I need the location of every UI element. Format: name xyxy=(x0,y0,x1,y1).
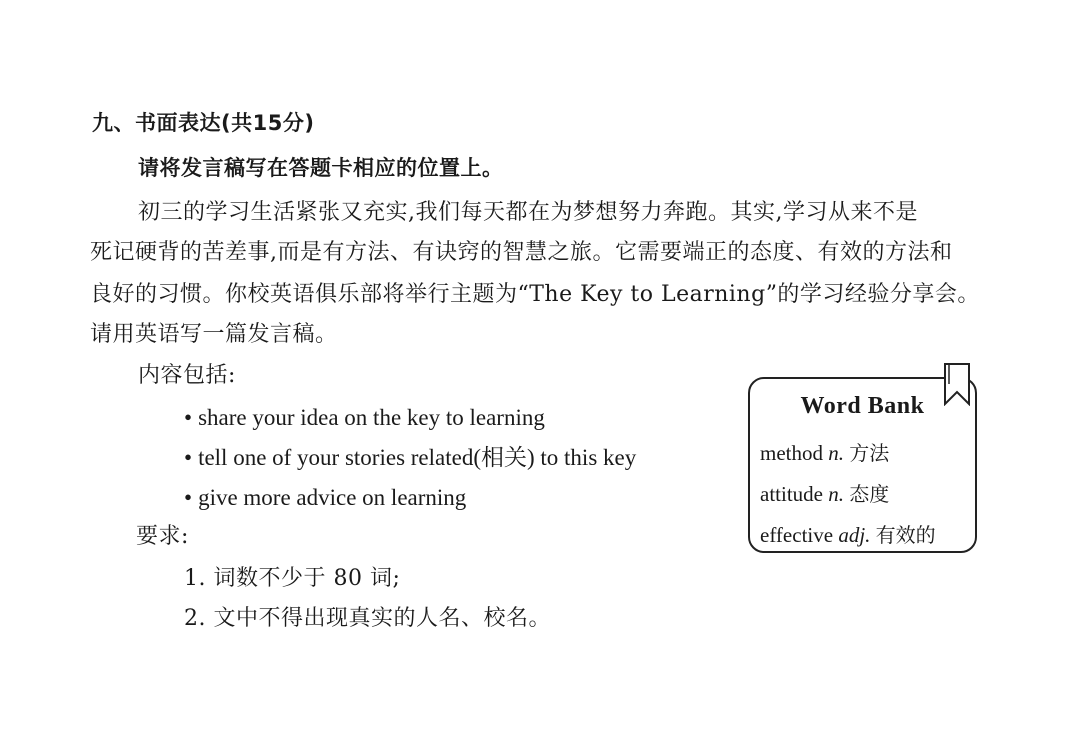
prompt-line-3: 良好的习惯。你校英语俱乐部将举行主题为“The Key to Learning”的学习经验分享会。 xyxy=(90,282,980,307)
section-title: 九、书面表达(共15分) xyxy=(92,111,315,135)
bullet-icon: • xyxy=(184,445,193,470)
word-bank-word: effective xyxy=(760,523,834,547)
content-item-text: share your idea on the key to learning xyxy=(198,405,545,430)
content-item xyxy=(184,403,545,433)
prompt-line-2: 死记硬背的苦差事,而是有方法、有诀窍的智慧之旅。它需要端正的态度、有效的方法和 xyxy=(90,240,953,265)
word-bank-entry xyxy=(760,478,889,507)
word-bank-pos: adj. xyxy=(838,523,871,547)
content-item xyxy=(184,483,466,513)
word-bank-pos: n. xyxy=(828,482,844,506)
word-bank-title: Word Bank xyxy=(800,393,925,419)
bookmark-icon xyxy=(943,362,971,406)
word-bank-meaning: 方法 xyxy=(849,441,890,465)
word-bank-word: method xyxy=(760,441,823,465)
bullet-icon: • xyxy=(184,485,193,510)
word-bank-pos: n. xyxy=(828,441,844,465)
requirement-item: 1. 词数不少于 80 词; xyxy=(184,566,401,591)
content-item-text: give more advice on learning xyxy=(198,485,467,510)
prompt-line-1: 初三的学习生活紧张又充实,我们每天都在为梦想努力奔跑。其实,学习从来不是 xyxy=(138,200,918,225)
bullet-icon: • xyxy=(184,405,193,430)
prompt-line-4: 请用英语写一篇发言稿。 xyxy=(90,322,338,347)
word-bank-meaning: 态度 xyxy=(849,482,890,506)
word-bank-entry xyxy=(760,519,936,548)
word-bank-meaning: 有效的 xyxy=(875,523,936,547)
content-item xyxy=(184,443,636,473)
content-item-text: tell one of your stories related(相关) to this key xyxy=(198,445,637,470)
content-heading: 内容包括: xyxy=(138,363,236,388)
word-bank-entry xyxy=(760,437,889,466)
instruction-text: 请将发言稿写在答题卡相应的位置上。 xyxy=(138,156,504,180)
requirement-item: 2. 文中不得出现真实的人名、校名。 xyxy=(184,606,551,631)
requirements-heading: 要求: xyxy=(136,524,189,549)
word-bank-word: attitude xyxy=(760,482,823,506)
